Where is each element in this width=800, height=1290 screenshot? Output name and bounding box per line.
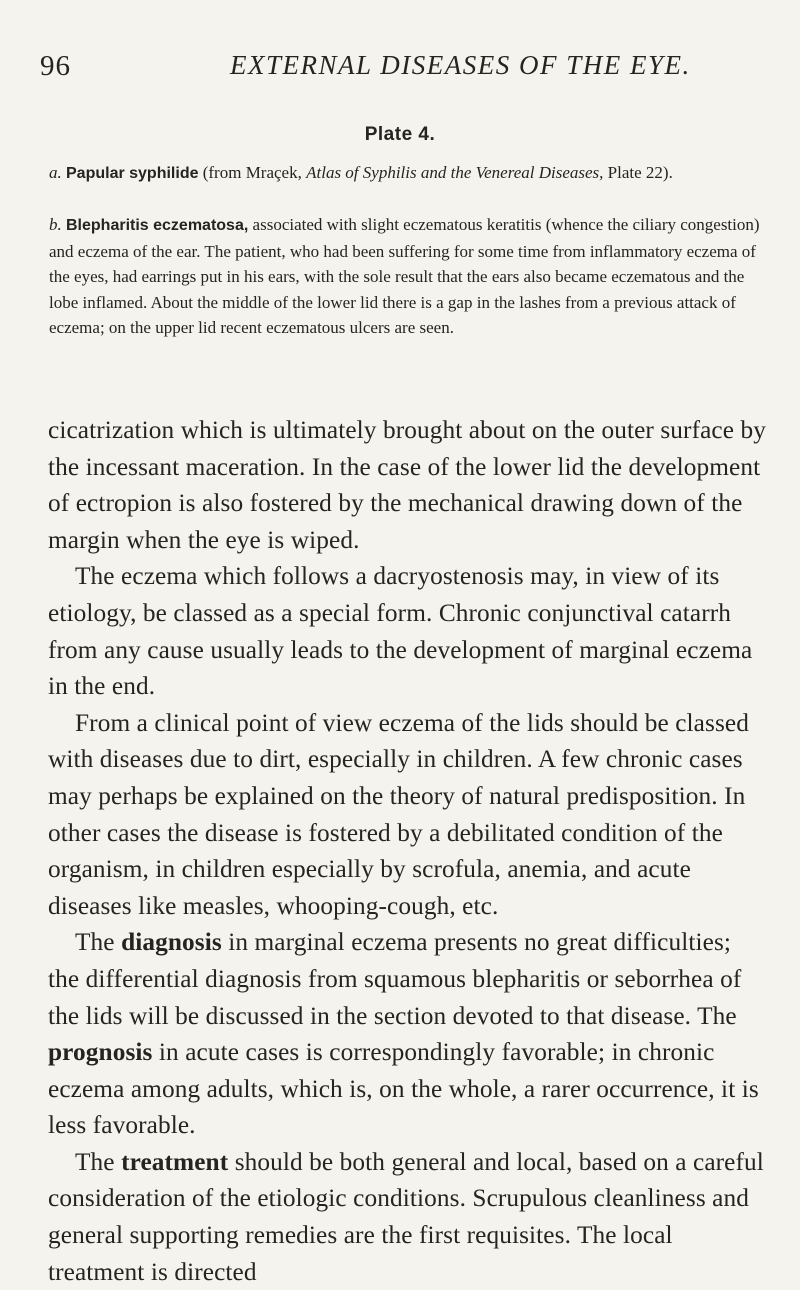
caption-source-a: Atlas of Syphilis and the Venereal Diseases, xyxy=(306,163,604,182)
running-head: EXTERNAL DISEASES OF THE EYE. xyxy=(230,50,691,80)
caption-text-b: associated with slight eczematous keratitis (whence the ciliary congestion) and eczema of the ear. The patient, who had been suffering for some time from inflammatory eczema of the eyes, had earrings put in his ears, with the sole result that the ears also became eczematous and the lobe inflamed. About the middle of the lower lid there is a gap in the lashes from a previous attack of eczema; on the upper lid recent eczematous ulcers are seen. xyxy=(49,215,760,337)
term-diagnosis: diagnosis xyxy=(121,928,222,957)
caption-text-a2: Plate 22). xyxy=(603,163,673,182)
caption-term-a: Papular syphilide xyxy=(66,165,199,182)
plate-caption-b xyxy=(49,212,773,341)
caption-marker-b: b. xyxy=(49,215,62,234)
term-treatment: treatment xyxy=(121,1147,229,1176)
plate-caption-a xyxy=(49,160,773,187)
paragraph-2: The eczema which follows a dacryostenosis may, in view of its etiology, be classed as a special form. Chronic conjunctival catarrh from any cause usually leads to the development of marginal eczema in the end. xyxy=(48,562,753,701)
p4-text-3: in acute cases is correspondingly favorable; in chronic eczema among adults, which is, on the whole, a rarer occurrence, it is less favorable. xyxy=(48,1038,759,1140)
caption-marker-a: a. xyxy=(49,163,62,182)
paragraph-4 xyxy=(48,924,768,1144)
paragraph-5 xyxy=(48,1144,768,1290)
caption-text-a1: (from Mraçek, xyxy=(198,163,307,182)
p5-text-2: should be both general and local, based on a careful consideration of the etiologic conditions. Scrupulous cleanliness and general supporting remedies are the first requisites. The local treatment is directed xyxy=(48,1147,764,1286)
page-header xyxy=(40,50,760,90)
p4-text-1: The xyxy=(75,928,122,957)
p5-text-1: The xyxy=(75,1147,122,1176)
p4-text-2: in marginal eczema presents no great difficulties; the differential diagnosis from squamous blepharitis or seborrhea of the lids will be discussed in the section devoted to that disease. The xyxy=(48,928,742,1030)
page-number: 96 xyxy=(40,50,71,82)
plate-title: Plate 4. xyxy=(364,124,436,145)
term-prognosis: prognosis xyxy=(48,1038,153,1067)
caption-term-b: Blepharitis eczematosa, xyxy=(66,217,249,234)
paragraph-1: cicatrization which is ultimately brought about on the outer surface by the incessant maceration. In the case of the lower lid the development of ectropion is also fostered by the mechanical drawing down of the margin when the eye is wiped. xyxy=(48,416,767,554)
paragraph-3: From a clinical point of view eczema of the lids should be classed with diseases due to dirt, especially in children. A few chronic cases may perhaps be explained on the theory of natural predisposition. In other cases the disease is fostered by a debilitated condition of the organism, in children especially by scrofula, anemia, and acute diseases like measles, whooping-cough, etc. xyxy=(48,708,749,920)
body-text xyxy=(48,412,768,1290)
